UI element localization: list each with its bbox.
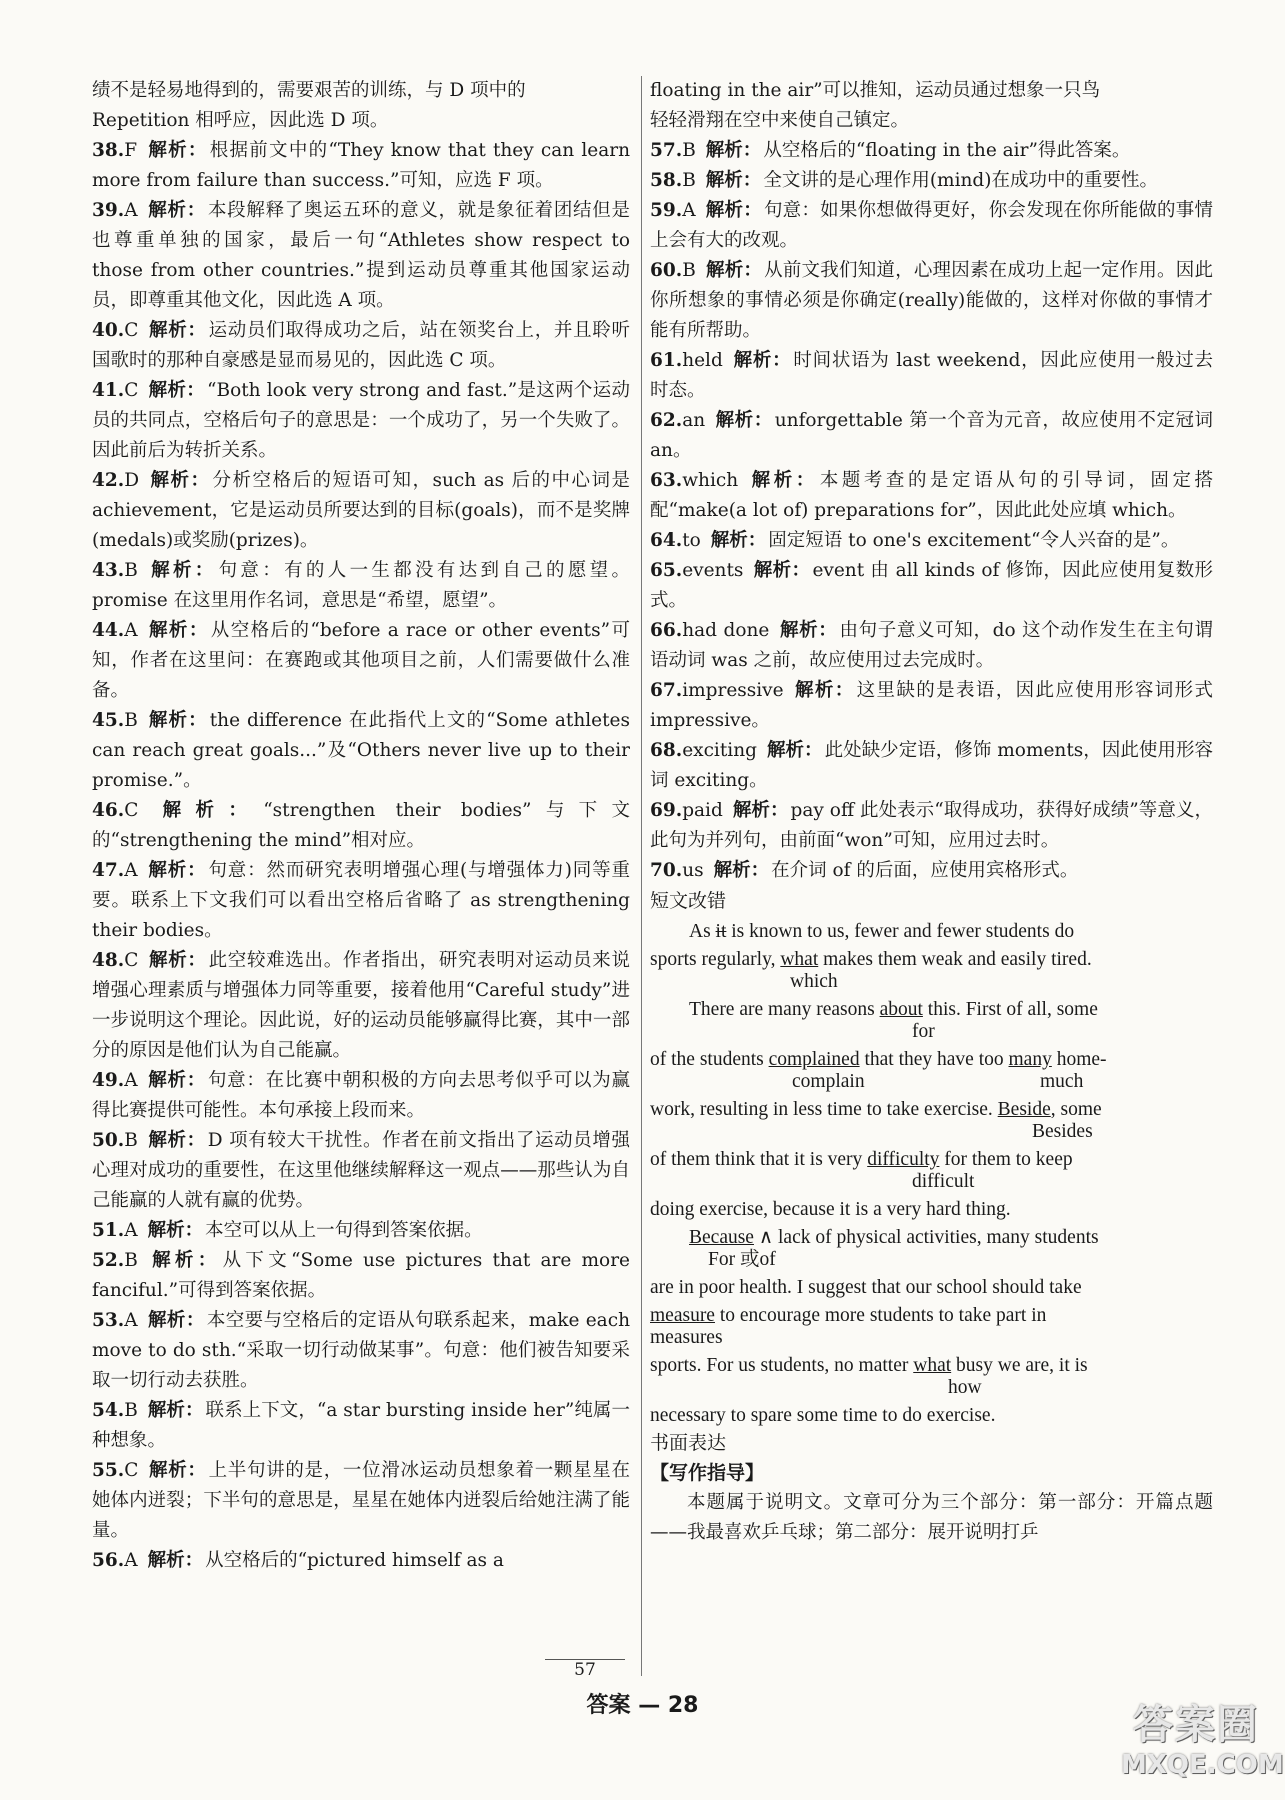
error-word: about [879,999,923,1020]
analysis-text: pay off 此处表示“取得成功，获得好成绩”等意义，此句为并列句，由前面“won”可知，应用过去时。 [650,800,1213,851]
answer-item [650,166,1213,196]
analysis-label: 解析： [147,860,207,881]
correction-line: of the students complained that they have too many home- [650,1049,1107,1070]
correction-word: measures [650,1327,723,1348]
analysis-label: 解析： [710,530,767,551]
analysis-label: 解析： [147,1070,206,1091]
analysis-text: 句意：如果你想做得更好，你会发现在你所能做的事情上会有大的改观。 [650,200,1213,251]
analysis-text: D 项有较大干扰性。作者在前文指出了运动员增强心理对成功的重要性，在这里他继续解释这一观点——那些认为自己能赢的人就有赢的优势。 [92,1130,630,1211]
item-answer: B [124,1250,138,1271]
item-number: 68. [650,740,683,761]
analysis-text: 固定短语 to one's excitement“令人兴奋的是”。 [768,530,1180,551]
left-column [92,76,630,1576]
item-number: 48. [92,950,125,971]
item-answer: which [682,470,739,491]
item-number: 38. [92,140,125,161]
analysis-label: 解析： [748,470,818,491]
item-number: 69. [650,800,683,821]
analysis-label: 解析： [147,560,217,581]
correction-word: difficult [912,1171,975,1192]
analysis-label: 解析： [705,170,762,191]
analysis-label: 解析： [147,1220,204,1241]
item-answer: held [682,350,723,371]
analysis-label: 解析： [148,800,262,821]
error-word: difficulty [867,1149,940,1170]
item-answer: C [124,380,139,401]
item-answer: had done [682,620,770,641]
error-word: what [780,949,819,970]
analysis-label: 解析： [147,200,206,221]
item-answer: C [124,1460,139,1481]
answer-item [92,796,630,856]
item-number: 64. [650,530,683,551]
analysis-text: event 由 all kinds of 修饰，因此应使用复数形式。 [650,560,1213,611]
correction-row [650,1378,1213,1400]
page-number: 答案 — 28 [586,1693,699,1718]
analysis-label: 解析： [148,950,207,971]
answer-item [92,376,630,466]
analysis-label: 解析： [715,410,773,431]
analysis-text: 分析空格后的短语可知，such as 后的中心词是 achievement，它是运动员所要达到的目标(goals)，而不是奖牌(medals)或奖励(prizes)。 [92,470,630,551]
answer-item [92,1246,630,1306]
answer-item [92,316,630,376]
item-number: 54. [92,1400,125,1421]
item-number: 70. [650,860,683,881]
analysis-label: 解析： [705,140,762,161]
analysis-text: 联系上下文，“a star bursting inside her”纯属一种想象。 [92,1400,630,1451]
analysis-label: 解析： [147,1400,204,1421]
analysis-label: 解析： [793,680,855,701]
answer-item [650,136,1213,166]
item-answer: impressive [682,680,784,701]
page-mark: 57 [545,1659,625,1680]
answer-item [92,616,630,706]
answer-item [650,256,1213,346]
item-number: 40. [92,320,125,341]
item-number: 43. [92,560,125,581]
answer-item [650,526,1213,556]
watermark-logo [1121,1700,1284,1790]
item-answer: A [682,200,696,221]
item-answer: F [124,140,138,161]
correction-word: Besides [1032,1121,1093,1142]
item-answer: A [124,200,138,221]
analysis-label: 解析： [147,1130,206,1151]
item-number: 60. [650,260,683,281]
analysis-label: 解析： [705,260,763,281]
right-answer-list [650,136,1213,886]
analysis-label: 解析： [779,620,838,641]
watermark-url: MXQE.COM [1121,1750,1284,1780]
item-number: 58. [650,170,683,191]
guide-text: 本题属于说明文。文章可分为三个部分：第一部分：开篇点题——我最喜欢乒乓球；第二部分：展开说明打乒 [650,1492,1213,1543]
answer-item [92,706,630,796]
item-number: 50. [92,1130,125,1151]
analysis-label: 解析： [147,140,208,161]
left-answer-list [92,136,630,1576]
correction-line: There are many reasons about this. First of all, some [689,999,1098,1020]
continuation-line: Repetition 相呼应，因此选 D 项。 [92,110,389,131]
item-answer: C [124,950,139,971]
writing-heading: 书面表达 [650,1432,727,1454]
watermark-text: 答案圈 [1133,1702,1259,1748]
item-answer: B [124,560,138,581]
item-number: 66. [650,620,683,641]
analysis-label: 解析： [148,380,206,401]
analysis-text: 本题考查的是定语从句的引导词，固定搭配“make(a lot of) preparations for”，因此此处应填 which。 [650,470,1213,521]
correction-word: how [948,1377,982,1398]
answer-item [650,676,1213,736]
answer-item [92,1306,630,1396]
correction-heading: 短文改错 [650,890,727,912]
analysis-text: 时间状语为 last weekend，因此应使用一般过去时态。 [650,350,1213,401]
correction-row [650,1250,1213,1272]
answer-item [92,1456,630,1546]
item-answer: A [124,1310,138,1331]
analysis-label: 解析： [148,1460,207,1481]
correction-line: necessary to spare some time to do exercise. [650,1405,996,1426]
correction-line: As it is known to us, fewer and fewer students do [689,921,1075,942]
answer-item [650,556,1213,616]
analysis-label: 解析： [732,350,792,371]
item-answer: D [124,470,140,491]
item-answer: an [682,410,706,431]
item-answer: us [682,860,704,881]
answer-item [92,856,630,946]
analysis-text: 这里缺的是表语，因此应使用形容词形式 impressive。 [650,680,1213,731]
analysis-text: 根据前文中的“They know that they can learn more from failure than success.”可知，应选 F 项。 [92,140,630,191]
error-correction-passage [650,920,1213,1428]
answer-item [650,466,1213,526]
analysis-text: 从空格后的“pictured himself as a [205,1550,504,1571]
answer-item [92,1216,630,1246]
answer-item [92,1546,630,1576]
analysis-text: 本段解释了奥运五环的意义，就是象征着团结但是也尊重单独的国家，最后一句“Athletes show respect to those from other countries.”提到运动员尊重其他国家运动员，即尊重其他文化，因此选 A 项。 [92,200,630,311]
continuation-line: 绩不是轻易地得到的，需要艰苦的训练，与 D 项中的 [92,80,526,101]
correction-row [650,1328,1213,1350]
item-number: 59. [650,200,683,221]
item-answer: B [124,710,138,731]
analysis-text: 此空较难选出。作者指出，研究表明对运动员来说增强心理素质与增强体力同等重要，接着他用“Careful study”进一步说明这个理论。因此说，好的运动员能够赢得比赛，其中一部分的原因是他们认为自己能赢。 [92,950,630,1061]
item-answer: events [682,560,744,581]
correction-row [650,972,1213,994]
item-number: 67. [650,680,683,701]
analysis-label: 解析： [149,470,211,491]
analysis-text: 句意：然而研究表明增强心理(与增强体力)同等重要。联系上下文我们可以看出空格后省略了 as strengthening their bodies。 [92,860,630,941]
item-number: 65. [650,560,683,581]
answer-item [650,736,1213,796]
correction-row [650,1072,1213,1094]
analysis-text: 由句子意义可知，do 这个动作发生在主句谓语动词 was 之前，故应使用过去完成时。 [650,620,1213,671]
analysis-text: 此处缺少定语，修饰 moments，因此使用形容词 exciting。 [650,740,1213,791]
answer-item [650,346,1213,406]
answer-item [650,856,1213,886]
item-answer: A [124,1220,138,1241]
item-answer: to [682,530,701,551]
item-number: 49. [92,1070,125,1091]
item-number: 55. [92,1460,125,1481]
error-word: Because [689,1227,754,1248]
answer-item [92,1126,630,1216]
answer-item [92,196,630,316]
analysis-text: 从前文我们知道，心理因素在成功上起一定作用。因此你所想象的事情必须是你确定(really)能做的，这样对你做的事情才能有所帮助。 [650,260,1213,341]
item-answer: B [682,140,696,161]
item-number: 63. [650,470,683,491]
analysis-text: 句意：在比赛中朝积极的方向去思考似乎可以为赢得比赛提供可能性。本句承接上段而来。 [92,1070,630,1121]
item-number: 45. [92,710,125,731]
analysis-label: 解析： [732,800,789,821]
item-answer: A [124,860,138,881]
answer-item [650,616,1213,676]
item-number: 52. [92,1250,125,1271]
item-answer: exciting [682,740,757,761]
answer-item [92,556,630,616]
analysis-label: 解析： [147,1250,221,1271]
analysis-text: “strengthen their bodies”与下文的“strengthening the mind”相对应。 [92,800,630,851]
answer-item [650,406,1213,466]
correction-word: For 或of [708,1249,776,1270]
item-answer: B [682,170,696,191]
correction-word: complain [792,1071,865,1092]
item-number: 57. [650,140,683,161]
analysis-text: 从下文“Some use pictures that are more fanciful.”可得到答案依据。 [92,1250,630,1301]
error-word: measure [650,1305,715,1326]
column-divider [641,76,642,1676]
answer-item [650,196,1213,256]
analysis-text: 本空要与空格后的定语从句联系起来，make each move to do sth.“采取一切行动做某事”。句意：他们被告知要采取一切行动去获胜。 [92,1310,630,1391]
analysis-label: 解析： [147,1310,205,1331]
analysis-text: 句意：有的人一生都没有达到自己的愿望。promise 在这里用作名词，意思是“希望，愿望”。 [92,560,630,611]
answer-item [92,136,630,196]
item-number: 51. [92,1220,125,1241]
analysis-text: “Both look very strong and fast.”是这两个运动员的共同点，空格后句子的意思是：一个成功了，另一个失败了。因此前后为转折关系。 [92,380,630,461]
continuation-line: 轻轻滑翔在空中来使自己镇定。 [650,110,910,131]
correction-line: doing exercise, because it is a very hard thing. [650,1199,1011,1220]
guide-heading: 【写作指导】 [650,1462,765,1484]
item-answer: A [124,1070,138,1091]
answer-item [92,1396,630,1456]
analysis-text: 全文讲的是心理作用(mind)在成功中的重要性。 [763,170,1158,191]
correction-line: Because ∧ lack of physical activities, many students [689,1227,1099,1248]
item-number: 44. [92,620,125,641]
analysis-text: 从空格后的“floating in the air”得此答案。 [763,140,1131,161]
analysis-label: 解析： [147,710,208,731]
item-number: 42. [92,470,125,491]
analysis-label: 解析： [147,620,209,641]
correction-word: which [790,971,838,992]
item-number: 56. [92,1550,125,1571]
analysis-text: unforgettable 第一个音为元音，故应使用不定冠词 an。 [650,410,1213,461]
error-word: what [913,1355,952,1376]
analysis-label: 解析： [705,200,762,221]
analysis-text: 从空格后的“before a race or other events”可知，作者在这里问：在赛跑或其他项目之前，人们需要做什么准备。 [92,620,630,701]
error-word: complained [768,1049,860,1070]
deleted-word: it [715,921,727,942]
analysis-text: 上半句讲的是，一位滑冰运动员想象着一颗星星在她体内迸裂；下半句的意思是，星星在她体内迸裂后给她注满了能量。 [92,1460,630,1541]
analysis-text: 在介词 of 的后面，应使用宾格形式。 [771,860,1079,881]
item-answer: B [124,1400,138,1421]
item-number: 62. [650,410,683,431]
item-number: 46. [92,800,125,821]
answer-item [92,466,630,556]
correction-line: are in poor health. I suggest that our school should take [650,1277,1082,1298]
analysis-text: 运动员们取得成功之后，站在领奖台上，并且聆听国歌时的那种自豪感是显而易见的，因此选 C 项。 [92,320,630,371]
correction-line: work, resulting in less time to take exercise. Beside, some [650,1099,1102,1120]
analysis-label: 解析： [147,1550,204,1571]
item-number: 41. [92,380,125,401]
right-column [650,76,1213,1548]
answer-item [92,946,630,1066]
answer-item [92,1066,630,1126]
item-number: 39. [92,200,125,221]
analysis-label: 解析： [766,740,823,761]
correction-line: of them think that it is very difficulty for them to keep [650,1149,1073,1170]
analysis-text: the difference 在此指代上文的“Some athletes can reach great goals...”及“Others never live up to their promise.”。 [92,710,630,791]
analysis-label: 解析： [148,320,207,341]
item-answer: A [124,620,138,641]
insert-mark: ∧ [753,1227,778,1248]
error-word: many [1008,1049,1052,1070]
item-number: 47. [92,860,125,881]
item-answer: B [124,1130,138,1151]
item-answer: A [124,1550,138,1571]
item-number: 61. [650,350,683,371]
continuation-line: floating in the air”可以推知，运动员通过想象一只鸟 [650,80,1101,101]
error-word: Beside [997,1099,1051,1120]
correction-line: measure to encourage more students to take part in [650,1305,1047,1326]
item-answer: C [124,800,139,821]
analysis-text: 本空可以从上一句得到答案依据。 [205,1220,483,1241]
correction-line: sports regularly, what makes them weak and easily tired. [650,949,1092,970]
item-answer: B [682,260,696,281]
correction-line: sports. For us students, no matter what busy we are, it is [650,1355,1088,1376]
analysis-label: 解析： [713,860,770,881]
correction-row [650,1022,1213,1044]
item-answer: C [124,320,139,341]
item-number: 53. [92,1310,125,1331]
correction-row [650,1172,1213,1194]
item-answer: paid [682,800,723,821]
correction-word: much [1040,1071,1084,1092]
answer-item [650,796,1213,856]
correction-word: for [912,1021,935,1042]
analysis-label: 解析： [753,560,811,581]
correction-row [650,1122,1213,1144]
